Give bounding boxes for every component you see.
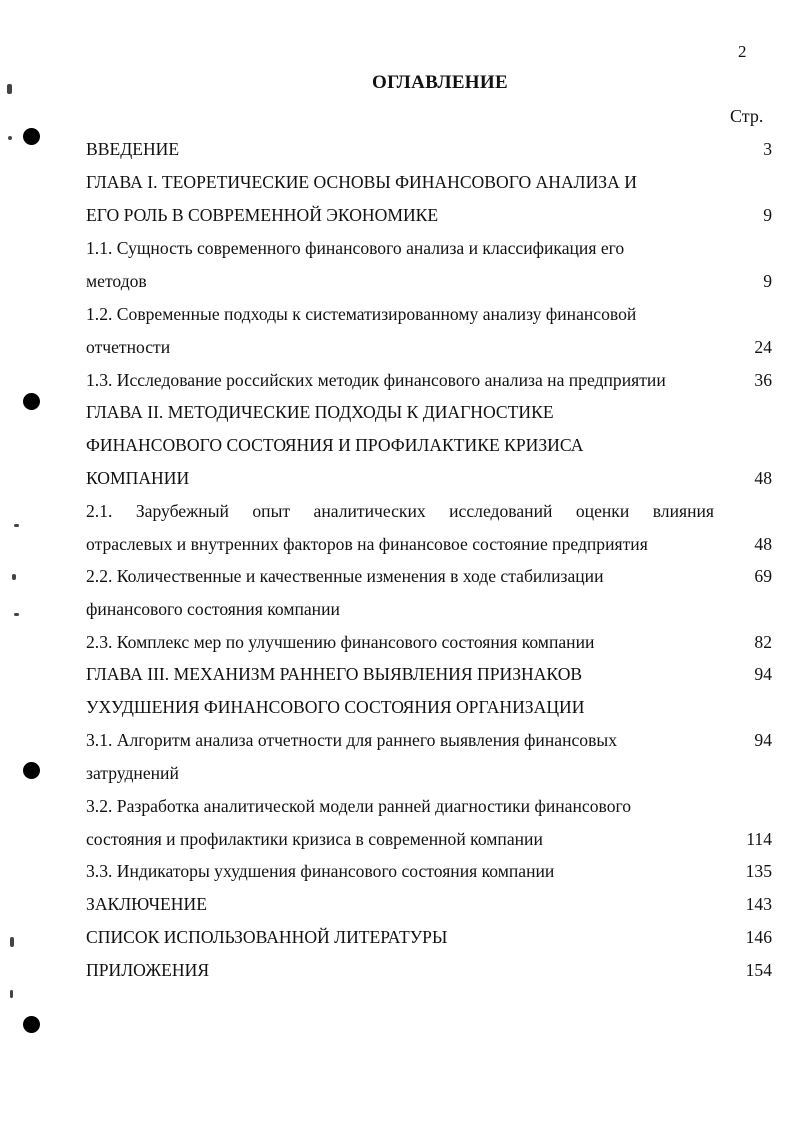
toc-line: ГЛАВА II. МЕТОДИЧЕСКИЕ ПОДХОДЫ К ДИАГНОСТИКЕ xyxy=(86,402,554,422)
toc-line: СПИСОК ИСПОЛЬЗОВАННОЙ ЛИТЕРАТУРЫ 146 xyxy=(86,927,772,947)
page-column-label: Стр. xyxy=(730,106,764,126)
scan-speck xyxy=(14,613,19,616)
toc-line: состояния и профилактики кризиса в современной компании 114 xyxy=(86,829,772,849)
toc-page-number: 135 xyxy=(745,861,772,881)
toc-line: УХУДШЕНИЯ ФИНАНСОВОГО СОСТОЯНИЯ ОРГАНИЗАЦИИ xyxy=(86,697,585,717)
toc-page-number: 48 xyxy=(754,468,772,488)
punch-hole xyxy=(23,128,40,145)
punch-hole xyxy=(23,762,40,779)
toc-line: финансового состояния компании xyxy=(86,599,340,619)
page-number: 2 xyxy=(738,42,747,61)
toc-page-number: 48 xyxy=(754,534,772,554)
scan-speck xyxy=(8,136,12,140)
toc-page-number: 154 xyxy=(745,960,772,980)
punch-hole xyxy=(23,393,40,410)
scan-speck xyxy=(12,574,16,580)
toc-line: отраслевых и внутренних факторов на финансовое состояние предприятия 48 xyxy=(86,534,772,554)
toc-line: КОМПАНИИ 48 xyxy=(86,468,772,488)
toc-line: 1.3. Исследование российских методик финансового анализа на предприятии 36 xyxy=(86,370,772,390)
scan-speck xyxy=(14,524,19,527)
toc-line: ФИНАНСОВОГО СОСТОЯНИЯ И ПРОФИЛАКТИКЕ КРИЗИСА xyxy=(86,435,584,455)
toc-line: ГЛАВА I. ТЕОРЕТИЧЕСКИЕ ОСНОВЫ ФИНАНСОВОГО АНАЛИЗА И xyxy=(86,172,637,192)
toc-line: ЕГО РОЛЬ В СОВРЕМЕННОЙ ЭКОНОМИКЕ 9 xyxy=(86,205,772,225)
toc-page-number: 3 xyxy=(763,139,772,159)
toc-page-number: 94 xyxy=(754,730,772,750)
toc-line: ГЛАВА III. МЕХАНИЗМ РАННЕГО ВЫЯВЛЕНИЯ ПРИЗНАКОВ 94 xyxy=(86,664,772,684)
scan-speck xyxy=(7,84,12,94)
toc-line: 3.2. Разработка аналитической модели ранней диагностики финансового xyxy=(86,796,632,816)
toc-line: затруднений xyxy=(86,763,179,783)
toc-line: 1.2. Современные подходы к систематизированному анализу финансовой xyxy=(86,304,637,324)
toc-line: ЗАКЛЮЧЕНИЕ 143 xyxy=(86,894,772,914)
toc-page-number: 24 xyxy=(754,337,772,357)
toc-page-number: 94 xyxy=(754,664,772,684)
toc-line: 2.1. Зарубежный опыт аналитических исследований оценки влияния xyxy=(86,501,714,521)
toc-page-number: 9 xyxy=(763,205,772,225)
toc-page-number: 146 xyxy=(745,927,772,947)
toc-page-number: 36 xyxy=(754,370,772,390)
toc-title: ОГЛАВЛЕНИЕ xyxy=(372,72,508,93)
toc-line: отчетности 24 xyxy=(86,337,772,357)
scan-speck xyxy=(10,990,13,998)
toc-line: 3.1. Алгоритм анализа отчетности для раннего выявления финансовых 94 xyxy=(86,730,772,750)
toc-line: 2.2. Количественные и качественные изменения в ходе стабилизации 69 xyxy=(86,566,772,586)
toc-line: ВВЕДЕНИЕ 3 xyxy=(86,139,772,159)
toc-page-number: 82 xyxy=(754,632,772,652)
toc-page-number: 114 xyxy=(746,829,772,849)
toc-page-number: 9 xyxy=(763,271,772,291)
toc-line: методов 9 xyxy=(86,271,772,291)
toc-line: 1.1. Сущность современного финансового анализа и классификация его xyxy=(86,238,625,258)
toc-page-number: 69 xyxy=(754,566,772,586)
toc-line: ПРИЛОЖЕНИЯ 154 xyxy=(86,960,772,980)
toc-line: 2.3. Комплекс мер по улучшению финансового состояния компании 82 xyxy=(86,632,772,652)
punch-hole xyxy=(23,1016,40,1033)
scan-speck xyxy=(10,937,14,947)
toc-line: 3.3. Индикаторы ухудшения финансового состояния компании 135 xyxy=(86,861,772,881)
toc-page-number: 143 xyxy=(745,894,772,914)
